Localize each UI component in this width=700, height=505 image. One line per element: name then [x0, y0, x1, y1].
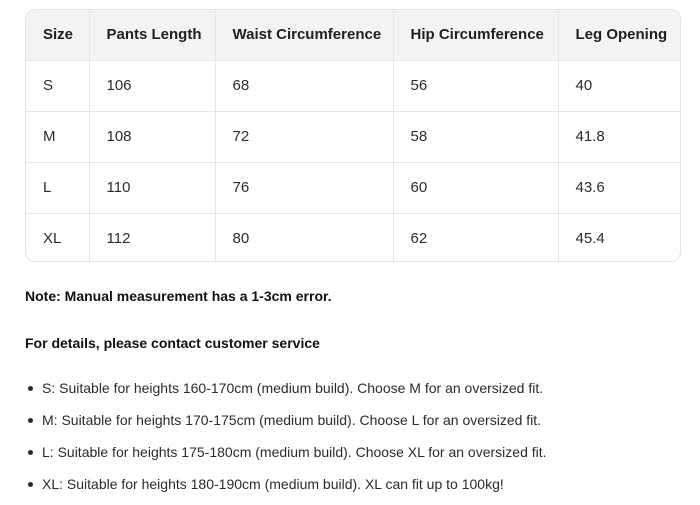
list-item — [25, 440, 695, 464]
table-row — [26, 162, 681, 213]
table-cell: 62 — [393, 213, 558, 262]
header-pants-length: Pants Length — [89, 10, 215, 60]
size-chart-table-container — [25, 9, 681, 262]
table-cell: S — [26, 60, 89, 111]
table-cell: 43.6 — [558, 162, 681, 213]
table-header-row — [26, 10, 681, 60]
list-item-text: M: Suitable for heights 170-175cm (medium build). Choose L for an oversized fit. — [42, 412, 542, 428]
size-chart-table — [26, 10, 681, 262]
list-item-text: L: Suitable for heights 175-180cm (medium build). Choose XL for an oversized fit. — [42, 444, 547, 460]
table-cell: 76 — [215, 162, 393, 213]
table-cell: 58 — [393, 111, 558, 162]
table-row — [26, 60, 681, 111]
list-item — [25, 408, 695, 432]
header-hip-circumference: Hip Circumference — [393, 10, 558, 60]
table-cell: 60 — [393, 162, 558, 213]
list-item-text: S: Suitable for heights 160-170cm (medium build). Choose M for an oversized fit. — [42, 380, 544, 396]
table-cell: 106 — [89, 60, 215, 111]
table-cell: 45.4 — [575, 230, 605, 248]
table-cell: L — [26, 162, 89, 213]
header-waist-circumference: Waist Circumference — [215, 10, 393, 60]
header-leg-opening: Leg Opening — [558, 10, 681, 60]
table-cell: XL — [26, 213, 89, 262]
measurement-note: Note: Manual measurement has a 1-3cm error. — [25, 288, 332, 304]
size-recommendation-list — [25, 376, 695, 504]
table-cell: 40 — [558, 60, 681, 111]
list-item-text: XL: Suitable for heights 180-190cm (medium build). XL can fit up to 100kg! — [42, 476, 504, 492]
bullet-icon — [28, 418, 33, 423]
bullet-icon — [28, 482, 33, 487]
table-cell: 68 — [215, 60, 393, 111]
bullet-icon — [28, 450, 33, 455]
table-cell: 41.8 — [558, 111, 681, 162]
bullet-icon — [28, 386, 33, 391]
table-cell: 110 — [89, 162, 215, 213]
table-cell: 112 — [89, 213, 215, 262]
table-cell: 72 — [215, 111, 393, 162]
table-cell: 108 — [89, 111, 215, 162]
list-item — [25, 376, 695, 400]
table-cell: 56 — [393, 60, 558, 111]
table-cell: 80 — [215, 213, 393, 262]
header-size: Size — [26, 10, 89, 60]
table-row — [26, 111, 681, 162]
contact-note: For details, please contact customer service — [25, 335, 320, 351]
table-row — [26, 213, 681, 262]
table-cell: M — [26, 111, 89, 162]
list-item — [25, 472, 695, 496]
